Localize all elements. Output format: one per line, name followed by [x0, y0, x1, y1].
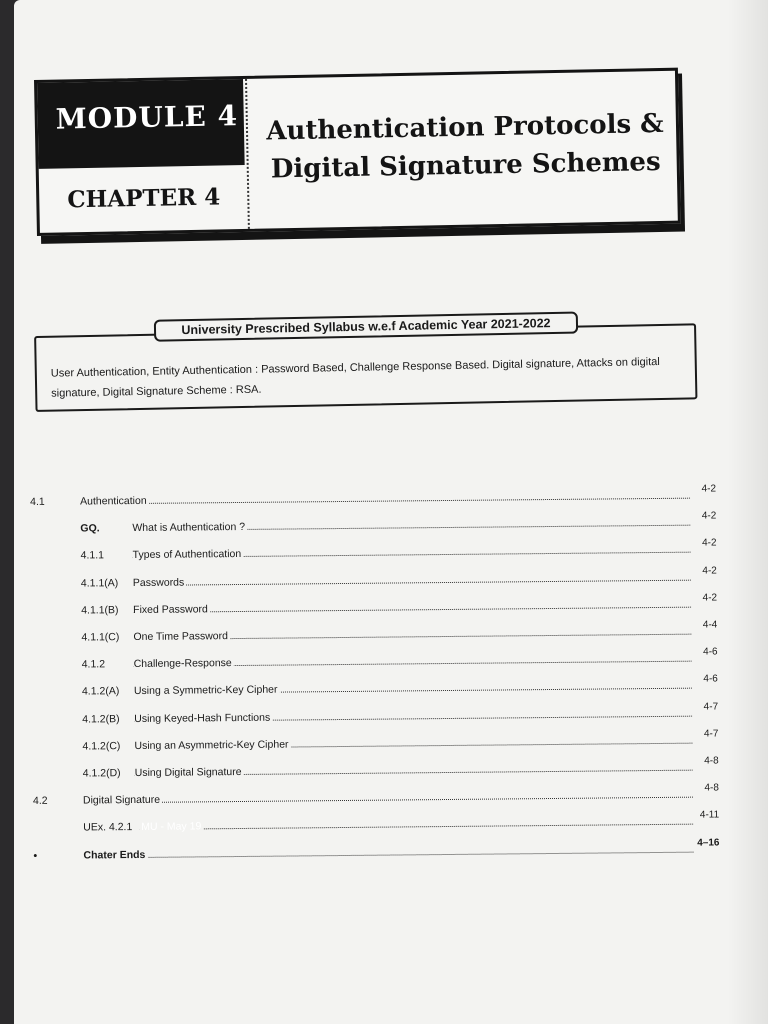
toc-entry-label — [134, 680, 692, 697]
toc-row — [32, 674, 722, 701]
toc-entry-label — [134, 707, 692, 724]
chapter-title-line-1: Authentication Protocols & — [266, 108, 664, 147]
toc-row — [30, 483, 720, 510]
toc-row — [31, 619, 721, 646]
toc-entry-text: Passwords — [132, 576, 185, 589]
toc-entry-label — [135, 762, 693, 779]
toc-row — [32, 728, 722, 755]
toc-section-number: 4.1 — [30, 495, 45, 508]
toc-entry-text: Types of Authentication — [132, 548, 242, 562]
toc-page-number: 4-4 — [702, 619, 718, 631]
toc-row — [33, 755, 723, 782]
toc-entry-label — [133, 571, 691, 588]
toc-entry-text: Chater Ends — [83, 848, 146, 862]
module-block — [37, 79, 245, 169]
toc-page-number: 4-8 — [704, 782, 719, 794]
toc-entry-label — [134, 653, 692, 670]
toc-entry-text: Using Digital Signature — [134, 765, 242, 780]
toc-row — [32, 701, 722, 728]
syllabus-box — [34, 317, 697, 412]
toc-entry-text: Challenge-Response — [133, 657, 232, 671]
toc-page-number: 4-11 — [699, 809, 720, 821]
toc-row — [31, 565, 721, 592]
toc-page-number: 4-2 — [702, 537, 717, 549]
toc-entry-label — [80, 490, 690, 508]
toc-subsection-number: 4.1.2(D) — [82, 767, 121, 780]
toc-entry-label — [133, 544, 691, 561]
toc-page-number: 4-8 — [704, 755, 719, 767]
toc-page-number: 4-2 — [702, 592, 718, 604]
toc-row — [32, 647, 722, 674]
toc-row — [31, 592, 721, 619]
toc-entry-text: Authentication — [80, 494, 147, 508]
toc-entry-text: Using Keyed-Hash Functions — [134, 711, 271, 725]
toc-subsection-number: UEx. 4.2.1 — [83, 821, 133, 834]
table-of-contents — [30, 483, 720, 862]
toc-page-number: 4-6 — [703, 646, 718, 658]
toc-subsection-number: 4.1.1(A) — [80, 576, 119, 590]
toc-section-number: 4.2 — [32, 795, 48, 808]
toc-row — [33, 810, 723, 837]
book-page — [14, 0, 768, 1024]
toc-entry-text: Using an Asymmetric-Key Cipher — [134, 738, 289, 752]
toc-entry-label — [134, 734, 692, 751]
toc-entry-label — [132, 517, 690, 534]
header-frame — [34, 68, 681, 236]
toc-leader-dots — [83, 797, 693, 804]
toc-entry-text: Fixed Password — [133, 603, 208, 616]
toc-subsection-number: 4.1.1(B) — [81, 603, 119, 617]
toc-entry-text: Using a Symmetric-Key Cipher — [133, 684, 278, 698]
toc-subsection-number: 4.1.2 — [81, 658, 106, 671]
toc-subsection-number: GQ. — [80, 522, 100, 535]
toc-page-number: 4-7 — [703, 728, 719, 740]
toc-leader-dots — [80, 498, 690, 505]
toc-page-number: 4-7 — [703, 700, 719, 713]
toc-leader-dots — [133, 579, 691, 585]
toc-row — [33, 837, 723, 864]
chapter-header — [34, 68, 685, 244]
toc-subsection-number: 4.1.1(C) — [81, 631, 120, 644]
header-divider — [245, 79, 250, 229]
exam-badge: MU - May 19 — [141, 820, 202, 834]
chapter-title-line-2: Digital Signature Schemes — [270, 146, 661, 185]
toc-entry-label — [135, 816, 693, 833]
toc-entry-label — [133, 598, 691, 615]
toc-entry-label — [83, 843, 693, 861]
toc-entry-label — [83, 789, 693, 807]
toc-entry-text: One Time Password — [133, 630, 229, 644]
module-label: MODULE 4 — [55, 99, 239, 136]
toc-entry-text: What is Authentication ? — [132, 521, 246, 535]
toc-row — [33, 783, 723, 810]
toc-page-number: 4-6 — [703, 673, 718, 685]
chapter-label: CHAPTER 4 — [67, 183, 221, 214]
toc-subsection-number: 4.1.2(B) — [82, 712, 120, 726]
toc-subsection-number: 4.1.2(C) — [82, 739, 121, 753]
toc-row — [31, 538, 721, 565]
toc-page-number: 4-2 — [702, 565, 717, 577]
toc-page-number: 4-2 — [701, 483, 717, 495]
toc-leader-dots — [135, 824, 693, 830]
toc-entry-text: Digital Signature — [82, 793, 161, 807]
toc-leader-dots — [133, 606, 691, 612]
toc-subsection-number: 4.1.1 — [80, 549, 105, 562]
toc-subsection-number: 4.1.2(A) — [81, 685, 120, 698]
toc-entry-label — [133, 626, 691, 643]
toc-page-number: 4-2 — [701, 510, 717, 522]
toc-page-number: 4–16 — [697, 836, 720, 849]
toc-row — [30, 511, 720, 538]
toc-leader-dots — [84, 851, 694, 858]
syllabus-text: User Authentication, Entity Authentication : Password Based, Challenge Response Based. Digital signature, Attacks on digital signature, Digital Signature Scheme : RSA. — [50, 355, 660, 400]
toc-section-number: • — [33, 849, 38, 862]
syllabus-heading: University Prescribed Syllabus w.e.f Academic Year 2021-2022 — [154, 312, 578, 342]
